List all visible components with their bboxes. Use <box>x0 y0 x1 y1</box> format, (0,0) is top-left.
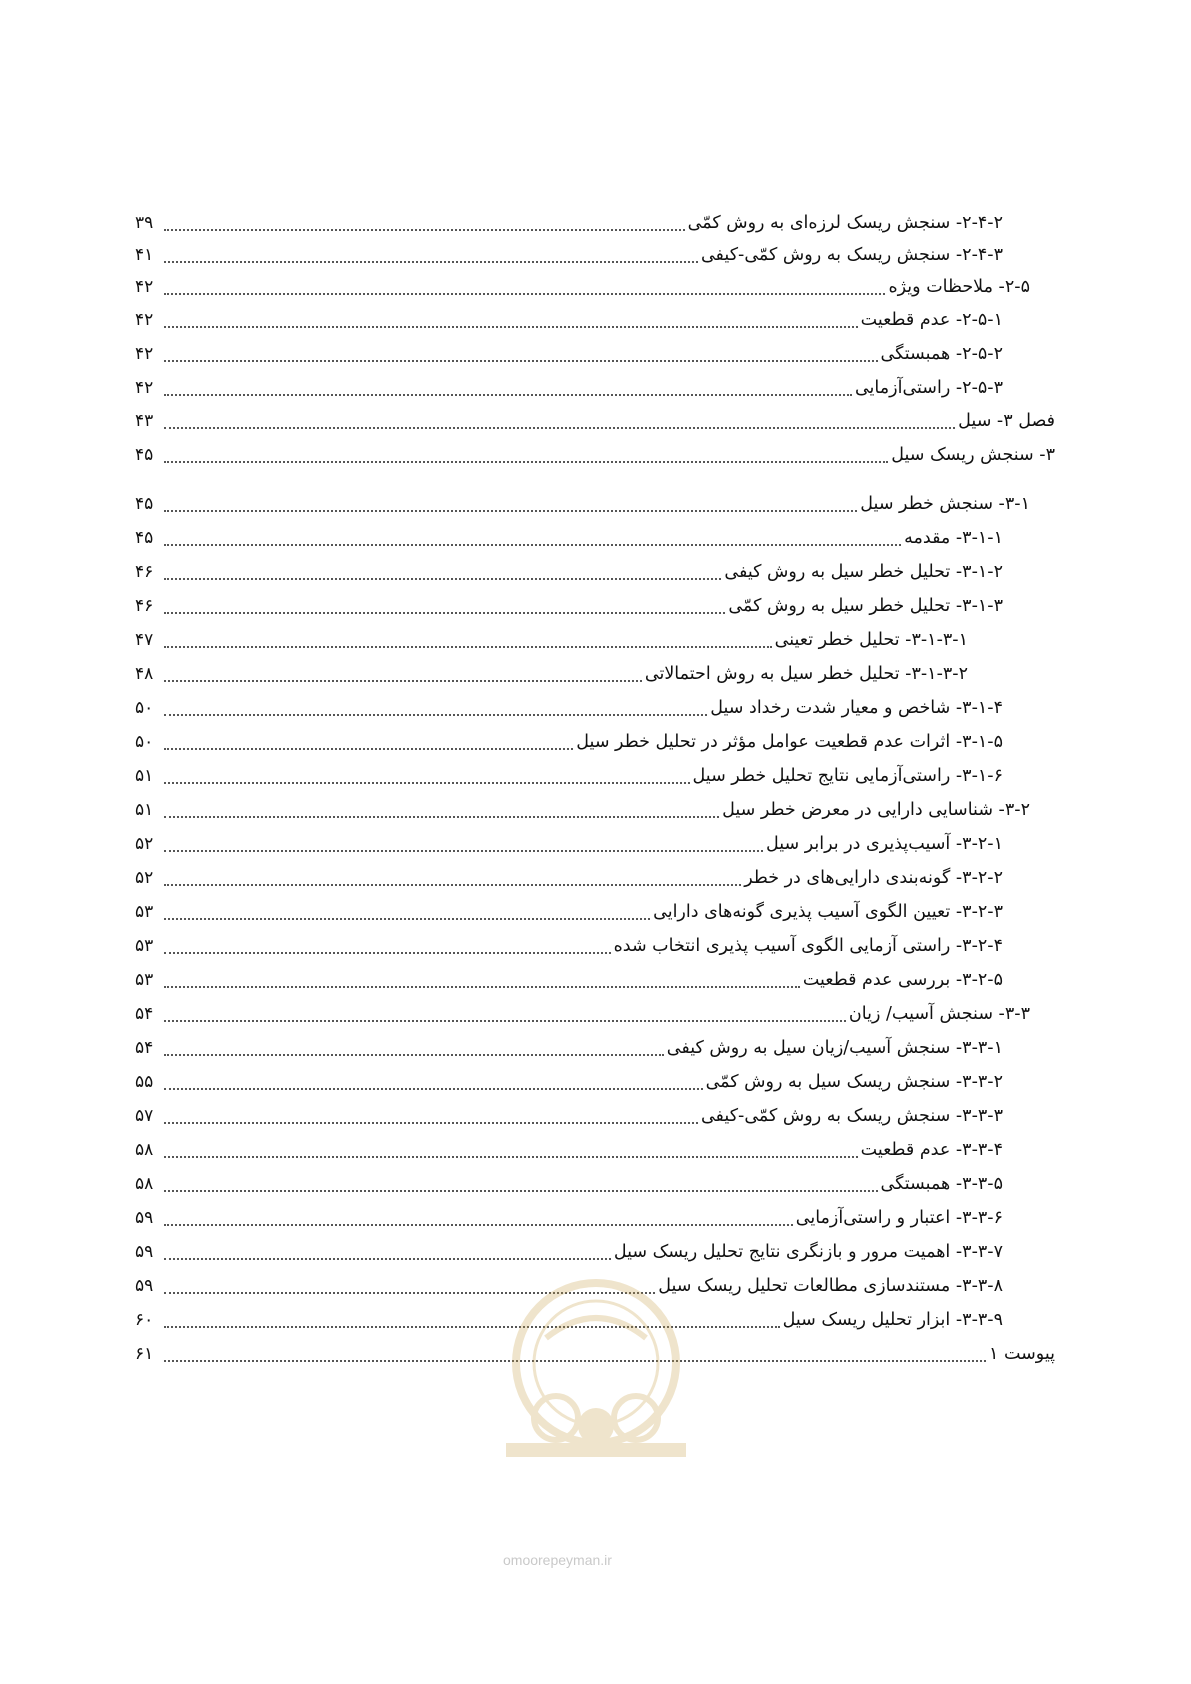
toc-entry[interactable] <box>135 727 1003 757</box>
toc-entry[interactable] <box>135 897 1003 927</box>
toc-entry[interactable] <box>135 863 1003 893</box>
toc-entry-title: ۳-۲-۵- بررسی عدم قطعیت <box>802 970 1003 990</box>
toc-entry-title: ۳-۳-۳- سنجش ریسک به روش کمّی-کیفی <box>700 1106 1003 1126</box>
toc-page-number: ۵۹ <box>135 1208 154 1228</box>
toc-entry[interactable] <box>135 1067 1003 1097</box>
toc-dot-leader <box>164 360 878 362</box>
toc-entry-title: ۳-۱-۴- شاخص و معیار شدت رخداد سیل <box>710 698 1003 718</box>
toc-entry[interactable] <box>135 999 1030 1029</box>
toc-page-number: ۴۲ <box>135 344 154 364</box>
toc-entry[interactable] <box>135 1101 1003 1131</box>
toc-dot-leader <box>164 612 725 614</box>
toc-dot-leader <box>164 918 650 920</box>
toc-entry-title: ۳- سنجش ریسک سیل <box>891 445 1055 465</box>
toc-entry[interactable] <box>135 1135 1003 1165</box>
toc-dot-leader <box>164 1190 878 1192</box>
toc-page-number: ۵۲ <box>135 868 154 888</box>
toc-entry-title: ۲-۴-۳- سنجش ریسک به روش کمّی-کیفی <box>700 245 1003 265</box>
toc-page-number: ۴۸ <box>135 664 154 684</box>
toc-page-number: ۵۴ <box>135 1038 154 1058</box>
toc-dot-leader <box>164 714 707 716</box>
toc-dot-leader <box>164 261 698 263</box>
toc-dot-leader <box>164 1258 611 1260</box>
toc-dot-leader <box>164 1054 664 1056</box>
toc-dot-leader <box>164 293 885 295</box>
toc-dot-leader <box>164 1122 698 1124</box>
toc-entry-title: ۳-۱-۳-۲- تحلیل خطر سیل به روش احتمالاتی <box>644 664 968 684</box>
toc-entry-title: ۲-۵-۱- عدم قطعیت <box>860 310 1003 330</box>
toc-dot-leader <box>164 680 642 682</box>
toc-dot-leader <box>164 394 852 396</box>
toc-page-number: ۵۳ <box>135 970 154 990</box>
toc-entry[interactable] <box>135 931 1003 961</box>
toc-page-number: ۵۵ <box>135 1072 154 1092</box>
toc-entry-title: ۳-۳-۵- همبستگی <box>880 1174 1003 1194</box>
toc-dot-leader <box>164 782 690 784</box>
toc-entry-title: ۳-۱-۵- اثرات عدم قطعیت عوامل مؤثر در تحلیل خطر سیل <box>576 732 1003 752</box>
toc-dot-leader <box>164 1020 846 1022</box>
toc-page-number: ۵۸ <box>135 1174 154 1194</box>
toc-page-number: ۵۳ <box>135 936 154 956</box>
toc-entry-title: ۲-۵-۲- همبستگی <box>880 344 1003 364</box>
toc-entry-title: فصل ۳- سیل <box>958 411 1055 431</box>
toc-entry[interactable] <box>135 1033 1003 1063</box>
toc-page-number: ۵۷ <box>135 1106 154 1126</box>
toc-dot-leader <box>164 544 901 546</box>
toc-entry[interactable] <box>135 761 1003 791</box>
toc-dot-leader <box>164 986 800 988</box>
toc-entry[interactable] <box>135 1237 1003 1267</box>
toc-entry-title: ۳-۲- شناسایی دارایی در معرض خطر سیل <box>722 800 1030 820</box>
toc-page-number: ۶۱ <box>135 1344 154 1364</box>
toc-page-number: ۵۰ <box>135 732 154 752</box>
toc-page-number: ۵۴ <box>135 1004 154 1024</box>
toc-entry[interactable] <box>135 305 1003 335</box>
toc-entry[interactable] <box>135 523 1003 553</box>
toc-entry[interactable] <box>135 440 1055 470</box>
toc-dot-leader <box>164 850 763 852</box>
toc-entry-title: ۳-۲-۲- گونه‌بندی دارایی‌های در خطر <box>744 868 1003 888</box>
toc-entry-title: ۲-۵-۳- راستی‌آزمایی <box>854 378 1003 398</box>
toc-entry-title: ۳-۳-۷- اهمیت مرور و بازنگری نتایج تحلیل ریسک سیل <box>613 1242 1003 1262</box>
toc-dot-leader <box>164 326 858 328</box>
toc-entry-title: ۳-۱-۳- تحلیل خطر سیل به روش کمّی <box>728 596 1003 616</box>
toc-entry-title: ۳-۳-۱- سنجش آسیب/زیان سیل به روش کیفی <box>666 1038 1003 1058</box>
toc-entry[interactable] <box>135 373 1003 403</box>
toc-entry-title: ۳-۳-۶- اعتبار و راستی‌آزمایی <box>795 1208 1003 1228</box>
toc-page-number: ۳۹ <box>135 213 154 233</box>
toc-page-number: ۶۰ <box>135 1310 154 1330</box>
toc-page-number: ۴۵ <box>135 528 154 548</box>
toc-entry[interactable] <box>135 1203 1003 1233</box>
toc-entry-title: ۳-۱-۳-۱- تحلیل خطر تعینی <box>774 630 968 650</box>
toc-entry[interactable] <box>135 591 1003 621</box>
toc-page-number: ۵۲ <box>135 834 154 854</box>
toc-dot-leader <box>164 646 772 648</box>
toc-entry[interactable] <box>135 406 1055 436</box>
watermark-logo <box>486 1268 706 1508</box>
toc-entry-title: ۳-۳-۸- مستندسازی مطالعات تحلیل ریسک سیل <box>658 1276 1003 1296</box>
toc-entry-title: ۳-۱-۲- تحلیل خطر سیل به روش کیفی <box>724 562 1003 582</box>
toc-entry-title: ۳-۲-۳- تعیین الگوی آسیب پذیری گونه‌های دارایی <box>653 902 1003 922</box>
toc-dot-leader <box>164 578 721 580</box>
toc-dot-leader <box>164 427 955 429</box>
toc-page-number: ۴۵ <box>135 494 154 514</box>
toc-dot-leader <box>164 229 685 231</box>
toc-dot-leader <box>164 1224 793 1226</box>
toc-page-number: ۴۲ <box>135 378 154 398</box>
toc-page-number: ۴۵ <box>135 445 154 465</box>
toc-dot-leader <box>164 1156 858 1158</box>
toc-page-number: ۴۲ <box>135 310 154 330</box>
toc-dot-leader <box>164 748 573 750</box>
toc-page-number: ۵۱ <box>135 800 154 820</box>
toc-entry-title: ۳-۳-۹- ابزار تحلیل ریسک سیل <box>782 1310 1003 1330</box>
toc-entry[interactable] <box>135 240 1003 270</box>
toc-page-number: ۴۱ <box>135 245 154 265</box>
toc-dot-leader <box>164 510 857 512</box>
watermark-site-text: omoorepeyman.ir <box>503 1552 612 1568</box>
toc-entry[interactable] <box>135 693 1003 723</box>
toc-dot-leader <box>164 1088 703 1090</box>
toc-page-number: ۴۶ <box>135 596 154 616</box>
toc-entry-title: ۳-۳-۴- عدم قطعیت <box>860 1140 1003 1160</box>
toc-page-number: ۴۳ <box>135 411 154 431</box>
toc-page-number: ۵۱ <box>135 766 154 786</box>
toc-page-number: ۵۹ <box>135 1276 154 1296</box>
toc-entry[interactable] <box>135 208 1003 238</box>
toc-dot-leader <box>164 952 611 954</box>
toc-page-number: ۴۶ <box>135 562 154 582</box>
toc-entry[interactable] <box>135 625 968 655</box>
toc-dot-leader <box>164 816 719 818</box>
toc-entry-title: ۳-۲-۱- آسیب‌پذیری در برابر سیل <box>765 834 1003 854</box>
toc-entry[interactable] <box>135 659 968 689</box>
toc-entry[interactable] <box>135 489 1030 519</box>
toc-page-number: ۵۳ <box>135 902 154 922</box>
toc-page-number: ۵۰ <box>135 698 154 718</box>
toc-entry-title: ۲-۴-۲- سنجش ریسک لرزه‌ای به روش کمّی <box>687 213 1003 233</box>
toc-entry[interactable] <box>135 557 1003 587</box>
toc-entry-title: ۳-۱-۶- راستی‌آزمایی نتایج تحلیل خطر سیل <box>692 766 1003 786</box>
toc-entry-title: پیوست ۱ <box>988 1344 1055 1364</box>
toc-dot-leader <box>164 461 888 463</box>
toc-entry[interactable] <box>135 272 1030 302</box>
toc-entry[interactable] <box>135 965 1003 995</box>
toc-entry-title: ۳-۱-۱- مقدمه <box>904 528 1003 548</box>
toc-entry[interactable] <box>135 1169 1003 1199</box>
toc-entry-title: ۲-۵- ملاحظات ویژه <box>888 277 1030 297</box>
toc-dot-leader <box>164 884 741 886</box>
toc-entry[interactable] <box>135 339 1003 369</box>
toc-entry[interactable] <box>135 795 1030 825</box>
toc-page-number: ۴۷ <box>135 630 154 650</box>
toc-entry-title: ۳-۳- سنجش آسیب/ زیان <box>848 1004 1030 1024</box>
toc-page-number: ۵۹ <box>135 1242 154 1262</box>
toc-entry-title: ۳-۲-۴- راستی آزمایی الگوی آسیب پذیری انتخاب شده <box>613 936 1003 956</box>
toc-entry[interactable] <box>135 829 1003 859</box>
toc-page-number: ۴۲ <box>135 277 154 297</box>
toc-entry-title: ۳-۱- سنجش خطر سیل <box>860 494 1030 514</box>
toc-entry-title: ۳-۳-۲- سنجش ریسک سیل به روش کمّی <box>705 1072 1003 1092</box>
toc-page-number: ۵۸ <box>135 1140 154 1160</box>
